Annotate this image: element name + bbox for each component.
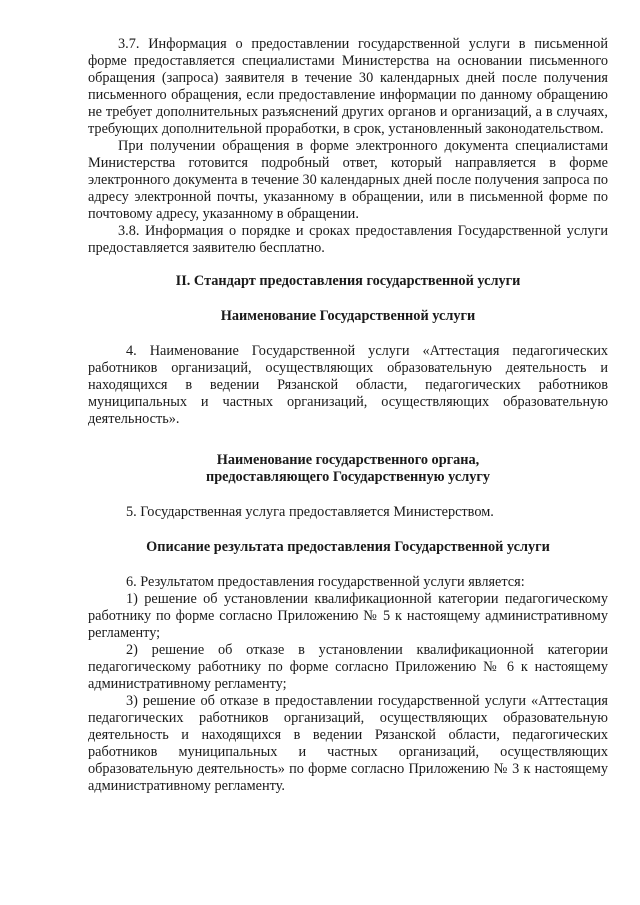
- paragraph-6-item-2: 2) решение об отказе в установлении квалификационной категории педагогическому работнику по форме согласно Приложению № 6 к настоящему административному регламенту;: [88, 642, 608, 692]
- paragraph-6: 6. Результатом предоставления государственной услуги является:: [126, 574, 525, 590]
- paragraph-4: 4. Наименование Государственной услуги «Аттестация педагогических работников организаций, осуществляющих образовательную деятельность и находящихся в ведении Рязанской области, педагогических работников муниципальных и частных организаций, осуществляющих образовательную деятельность».: [88, 343, 608, 427]
- heading-authority: [88, 452, 608, 486]
- section-2-title: II. Стандарт предоставления государственной услуги: [175, 273, 521, 289]
- heading-result: Описание результата предоставления Государственной услуги: [146, 539, 550, 555]
- paragraph-5: 5. Государственная услуга предоставляется Министерством.: [126, 504, 494, 520]
- heading-authority-line-1: Наименование государственного органа,: [216, 452, 480, 468]
- paragraph-3-7-electronic: При получении обращения в форме электронного документа специалистами Министерства готовится подробный ответ, который направляется в форме электронного документа в течение 30 календарных дней после получения запроса по адресу электронной почты, указанному в обращении, или в письменной форме по почтовому адресу, указанному в обращении.: [88, 138, 608, 222]
- heading-service-name: Наименование Государственной услуги: [220, 308, 476, 324]
- paragraph-3-7: 3.7. Информация о предоставлении государственной услуги в письменной форме предоставляется специалистами Министерства на основании письменного обращения (запроса) заявителя в течение 30 календарных дней после получения письменного обращения, если предоставление информации по данному обращению не требует дополнительных разъяснений других органов и организаций, а в случаях, требующих дополнительной проработки, в срок, установленный законодательством.: [88, 36, 608, 137]
- heading-authority-line-2: предоставляющего Государственную услугу: [205, 469, 491, 485]
- paragraph-3-8: 3.8. Информация о порядке и сроках предоставления Государственной услуги предоставляется заявителю бесплатно.: [88, 223, 608, 256]
- paragraph-6-item-3: 3) решение об отказе в предоставлении государственной услуги «Аттестация педагогических работников организаций, осуществляющих образовательную деятельность и находящихся в ведении Рязанской области, педагогических работников муниципальных и частных организаций, осуществляющих образовательную деятельность» по форме согласно Приложению № 3 к настоящему административному регламенту.: [88, 693, 608, 794]
- paragraph-6-item-1: 1) решение об установлении квалификационной категории педагогическому работнику по форме согласно Приложению № 5 к настоящему административному регламенту;: [88, 591, 608, 641]
